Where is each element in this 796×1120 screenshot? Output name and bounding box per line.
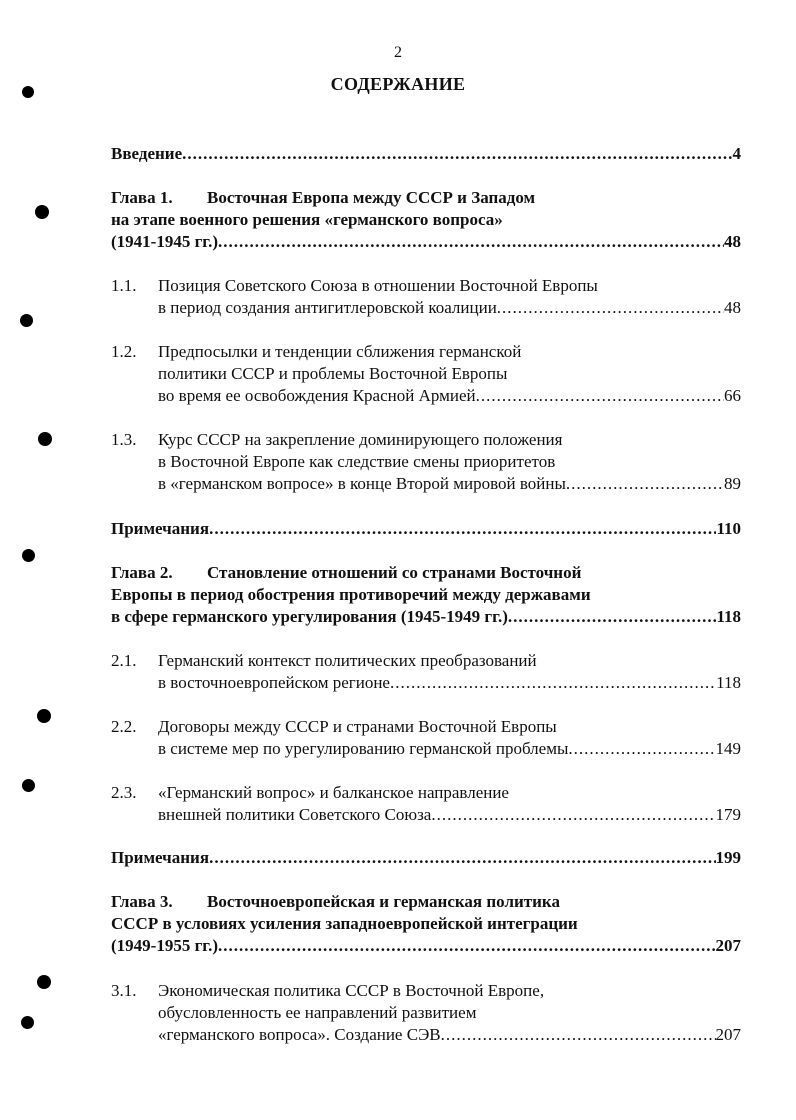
- section-title-line: Позиция Советского Союза в отношении Восточной Европы: [158, 276, 598, 295]
- binding-hole: [37, 709, 51, 723]
- toc-chapter-3: [111, 891, 741, 957]
- section-title-line: в «германском вопросе» в конце Второй мировой войны: [158, 474, 566, 493]
- section-title-line: в восточноевропейском регионе: [158, 673, 390, 692]
- section-title-line: «Германский вопрос» и балканское направление: [158, 783, 509, 802]
- toc-page-number: 199: [715, 848, 741, 867]
- section-title-line: Курс СССР на закрепление доминирующего положения: [158, 430, 563, 449]
- toc-section-2-3: [111, 782, 741, 826]
- chapter-label: Глава 3.: [111, 892, 173, 911]
- toc-section-1-1: [111, 275, 741, 319]
- section-title-line: Договоры между СССР и странами Восточной Европы: [158, 717, 557, 736]
- toc-entry-title: Примечания: [111, 848, 210, 867]
- chapter-title-line: СССР в условиях усиления западноевропейской интеграции: [111, 914, 578, 933]
- binding-hole: [22, 779, 35, 792]
- binding-hole: [38, 432, 52, 446]
- dot-leader: [508, 606, 717, 628]
- section-number: 2.1.: [111, 651, 137, 670]
- section-number: 1.1.: [111, 276, 137, 295]
- toc-page-number: 48: [724, 232, 741, 251]
- toc-page-number: 110: [716, 519, 741, 538]
- binding-hole: [22, 549, 35, 562]
- toc-entry-title: Примечания: [111, 519, 210, 538]
- section-title-line: обусловленность ее направлений развитием: [158, 1003, 477, 1022]
- section-number: 2.2.: [111, 717, 137, 736]
- page-title: СОДЕРЖАНИЕ: [330, 74, 466, 94]
- chapter-title-line: в сфере германского урегулирования (1945-1949 гг.): [111, 607, 508, 626]
- section-title-line: Германский контекст политических преобразований: [158, 651, 537, 670]
- chapter-label: Глава 2.: [111, 563, 173, 582]
- chapter-title-line: Восточная Европа между СССР и Западом: [207, 188, 536, 207]
- chapter-title-line: Европы в период обострения противоречий между державами: [111, 585, 591, 604]
- toc-section-2-1: [111, 650, 741, 694]
- chapter-title-line: на этапе военного решения «германского вопроса»: [111, 210, 503, 229]
- binding-hole: [21, 1016, 34, 1029]
- chapter-label: Глава 1.: [111, 188, 173, 207]
- toc-page-number: 207: [715, 936, 741, 955]
- section-number: 3.1.: [111, 981, 137, 1000]
- binding-hole: [35, 205, 49, 219]
- toc-section-2-2: [111, 716, 741, 760]
- toc-section-3-1: [111, 980, 741, 1046]
- toc-entry-title: Введение: [111, 144, 183, 163]
- chapter-title-line: (1949-1955 гг.): [111, 936, 219, 955]
- toc-chapter-1: [111, 187, 741, 253]
- section-title-line: Предпосылки и тенденции сближения германской: [158, 342, 522, 361]
- toc-page-number: 66: [724, 386, 741, 405]
- dot-leader: [182, 143, 732, 165]
- page-number: 2: [394, 44, 402, 61]
- toc-page-number: 207: [715, 1025, 741, 1044]
- toc-section-1-3: [111, 429, 741, 495]
- dot-leader: [218, 231, 724, 253]
- dot-leader: [390, 672, 716, 694]
- toc-page-number: 149: [715, 739, 741, 758]
- section-title-line: в Восточной Европе как следствие смены приоритетов: [158, 452, 556, 471]
- dot-leader: [209, 518, 716, 540]
- section-title-line: во время ее освобождения Красной Армией: [158, 386, 476, 405]
- section-number: 1.3.: [111, 430, 137, 449]
- binding-hole: [20, 314, 33, 327]
- section-title-line: в период создания антигитлеровской коалиции: [158, 298, 497, 317]
- section-title-line: политики СССР и проблемы Восточной Европы: [158, 364, 508, 383]
- dot-leader: [568, 738, 715, 760]
- toc-entry-notes: [111, 847, 741, 869]
- toc-chapter-2: [111, 562, 741, 628]
- dot-leader: [441, 1024, 716, 1046]
- section-title-line: внешней политики Советского Союза: [158, 805, 432, 824]
- dot-leader: [566, 473, 724, 495]
- section-title-line: «германского вопроса». Создание СЭВ: [158, 1025, 441, 1044]
- section-number: 2.3.: [111, 783, 137, 802]
- dot-leader: [209, 847, 715, 869]
- toc-page-number: 179: [715, 805, 741, 824]
- chapter-title-line: (1941-1945 гг.): [111, 232, 219, 251]
- toc-page-number: 118: [716, 607, 741, 626]
- dot-leader: [431, 804, 715, 826]
- dot-leader: [497, 297, 724, 319]
- section-title-line: Экономическая политика СССР в Восточной Европе,: [158, 981, 545, 1000]
- toc-entry-intro: [111, 143, 741, 165]
- chapter-title-line: Становление отношений со странами Восточной: [207, 563, 582, 582]
- toc-page-number: 118: [716, 673, 741, 692]
- dot-leader: [476, 385, 724, 407]
- section-number: 1.2.: [111, 342, 137, 361]
- toc-entry-notes: [111, 518, 741, 540]
- toc-page-number: 48: [724, 298, 741, 317]
- toc-section-1-2: [111, 341, 741, 407]
- chapter-title-line: Восточноевропейская и германская политика: [207, 892, 560, 911]
- section-title-line: в системе мер по урегулированию германской проблемы: [158, 739, 569, 758]
- binding-hole: [37, 975, 51, 989]
- toc-page-number: 89: [724, 474, 741, 493]
- dot-leader: [218, 935, 715, 957]
- toc-page-number: 4: [732, 144, 741, 163]
